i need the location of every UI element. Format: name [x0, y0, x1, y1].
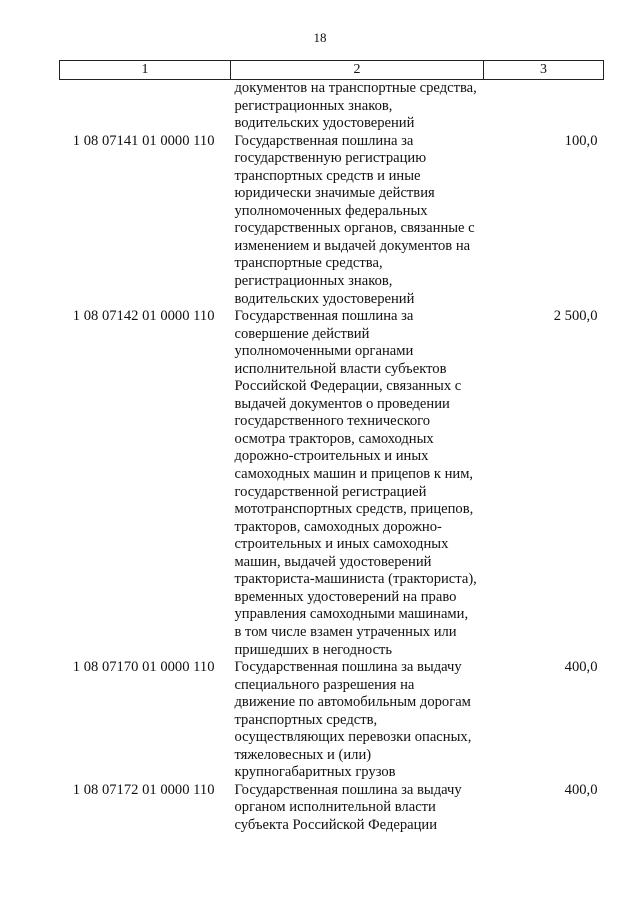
budget-code: 1 08 07141 01 0000 110 [72, 132, 215, 149]
table-header-row [60, 61, 604, 80]
table-row [60, 782, 604, 835]
amount: 2 500,0 [553, 308, 598, 325]
budget-code: 1 08 07170 01 0000 110 [72, 659, 215, 676]
budget-code [60, 80, 231, 133]
column-header-1: 1 [60, 61, 231, 80]
column-header-3: 3 [484, 61, 604, 80]
table-row [60, 659, 604, 782]
description: Государственная пошлина за выдачу органом исполнительной власти субъекта Российской Федерации [234, 781, 462, 833]
page-number: 18 [313, 30, 327, 45]
description: Государственная пошлина за государственную регистрацию транспортных средств и иные юридически значимые действия уполномоченных федеральных государственных органов, связанные с изменением и выдачей документов на транспортные средства, регистрационных знаков, водительских удостоверений [234, 132, 475, 307]
table-row [60, 308, 604, 659]
column-header-2: 2 [231, 61, 484, 80]
table-row [60, 80, 604, 133]
amount: 400,0 [564, 781, 598, 798]
table-row [60, 133, 604, 308]
budget-table [59, 60, 604, 835]
budget-code: 1 08 07172 01 0000 110 [72, 781, 215, 798]
description: Государственная пошлина за совершение действий уполномоченными органами исполнительной власти субъектов Российской Федерации, связанных с выдачей документов о проведении государственного технического осмотра тракторов, самоходных дорожно-строительных и иных самоходных машин и прицепов к ним, государственной регистрацией мототранспортных средств, прицепов, тракторов, самоходных дорожно-строительных и иных самоходных машин, выдачей удостоверений тракториста-машиниста (тракториста), временных удостоверений на право управления самоходными машинами, в том числе взамен утраченных или пришедших в негодность [234, 308, 477, 658]
description: документов на транспортные средства, регистрационных знаков, водительских удостоверений [234, 80, 477, 132]
amount: 400,0 [564, 659, 598, 676]
amount [484, 80, 604, 133]
budget-code: 1 08 07142 01 0000 110 [72, 308, 215, 325]
description: Государственная пошлина за выдачу специального разрешения на движение по автомобильным дорогам транспортных средств, осуществляющих перевозки опасных, тяжеловесных и (или) крупногабаритных грузов [234, 659, 472, 781]
amount: 100,0 [564, 132, 598, 149]
